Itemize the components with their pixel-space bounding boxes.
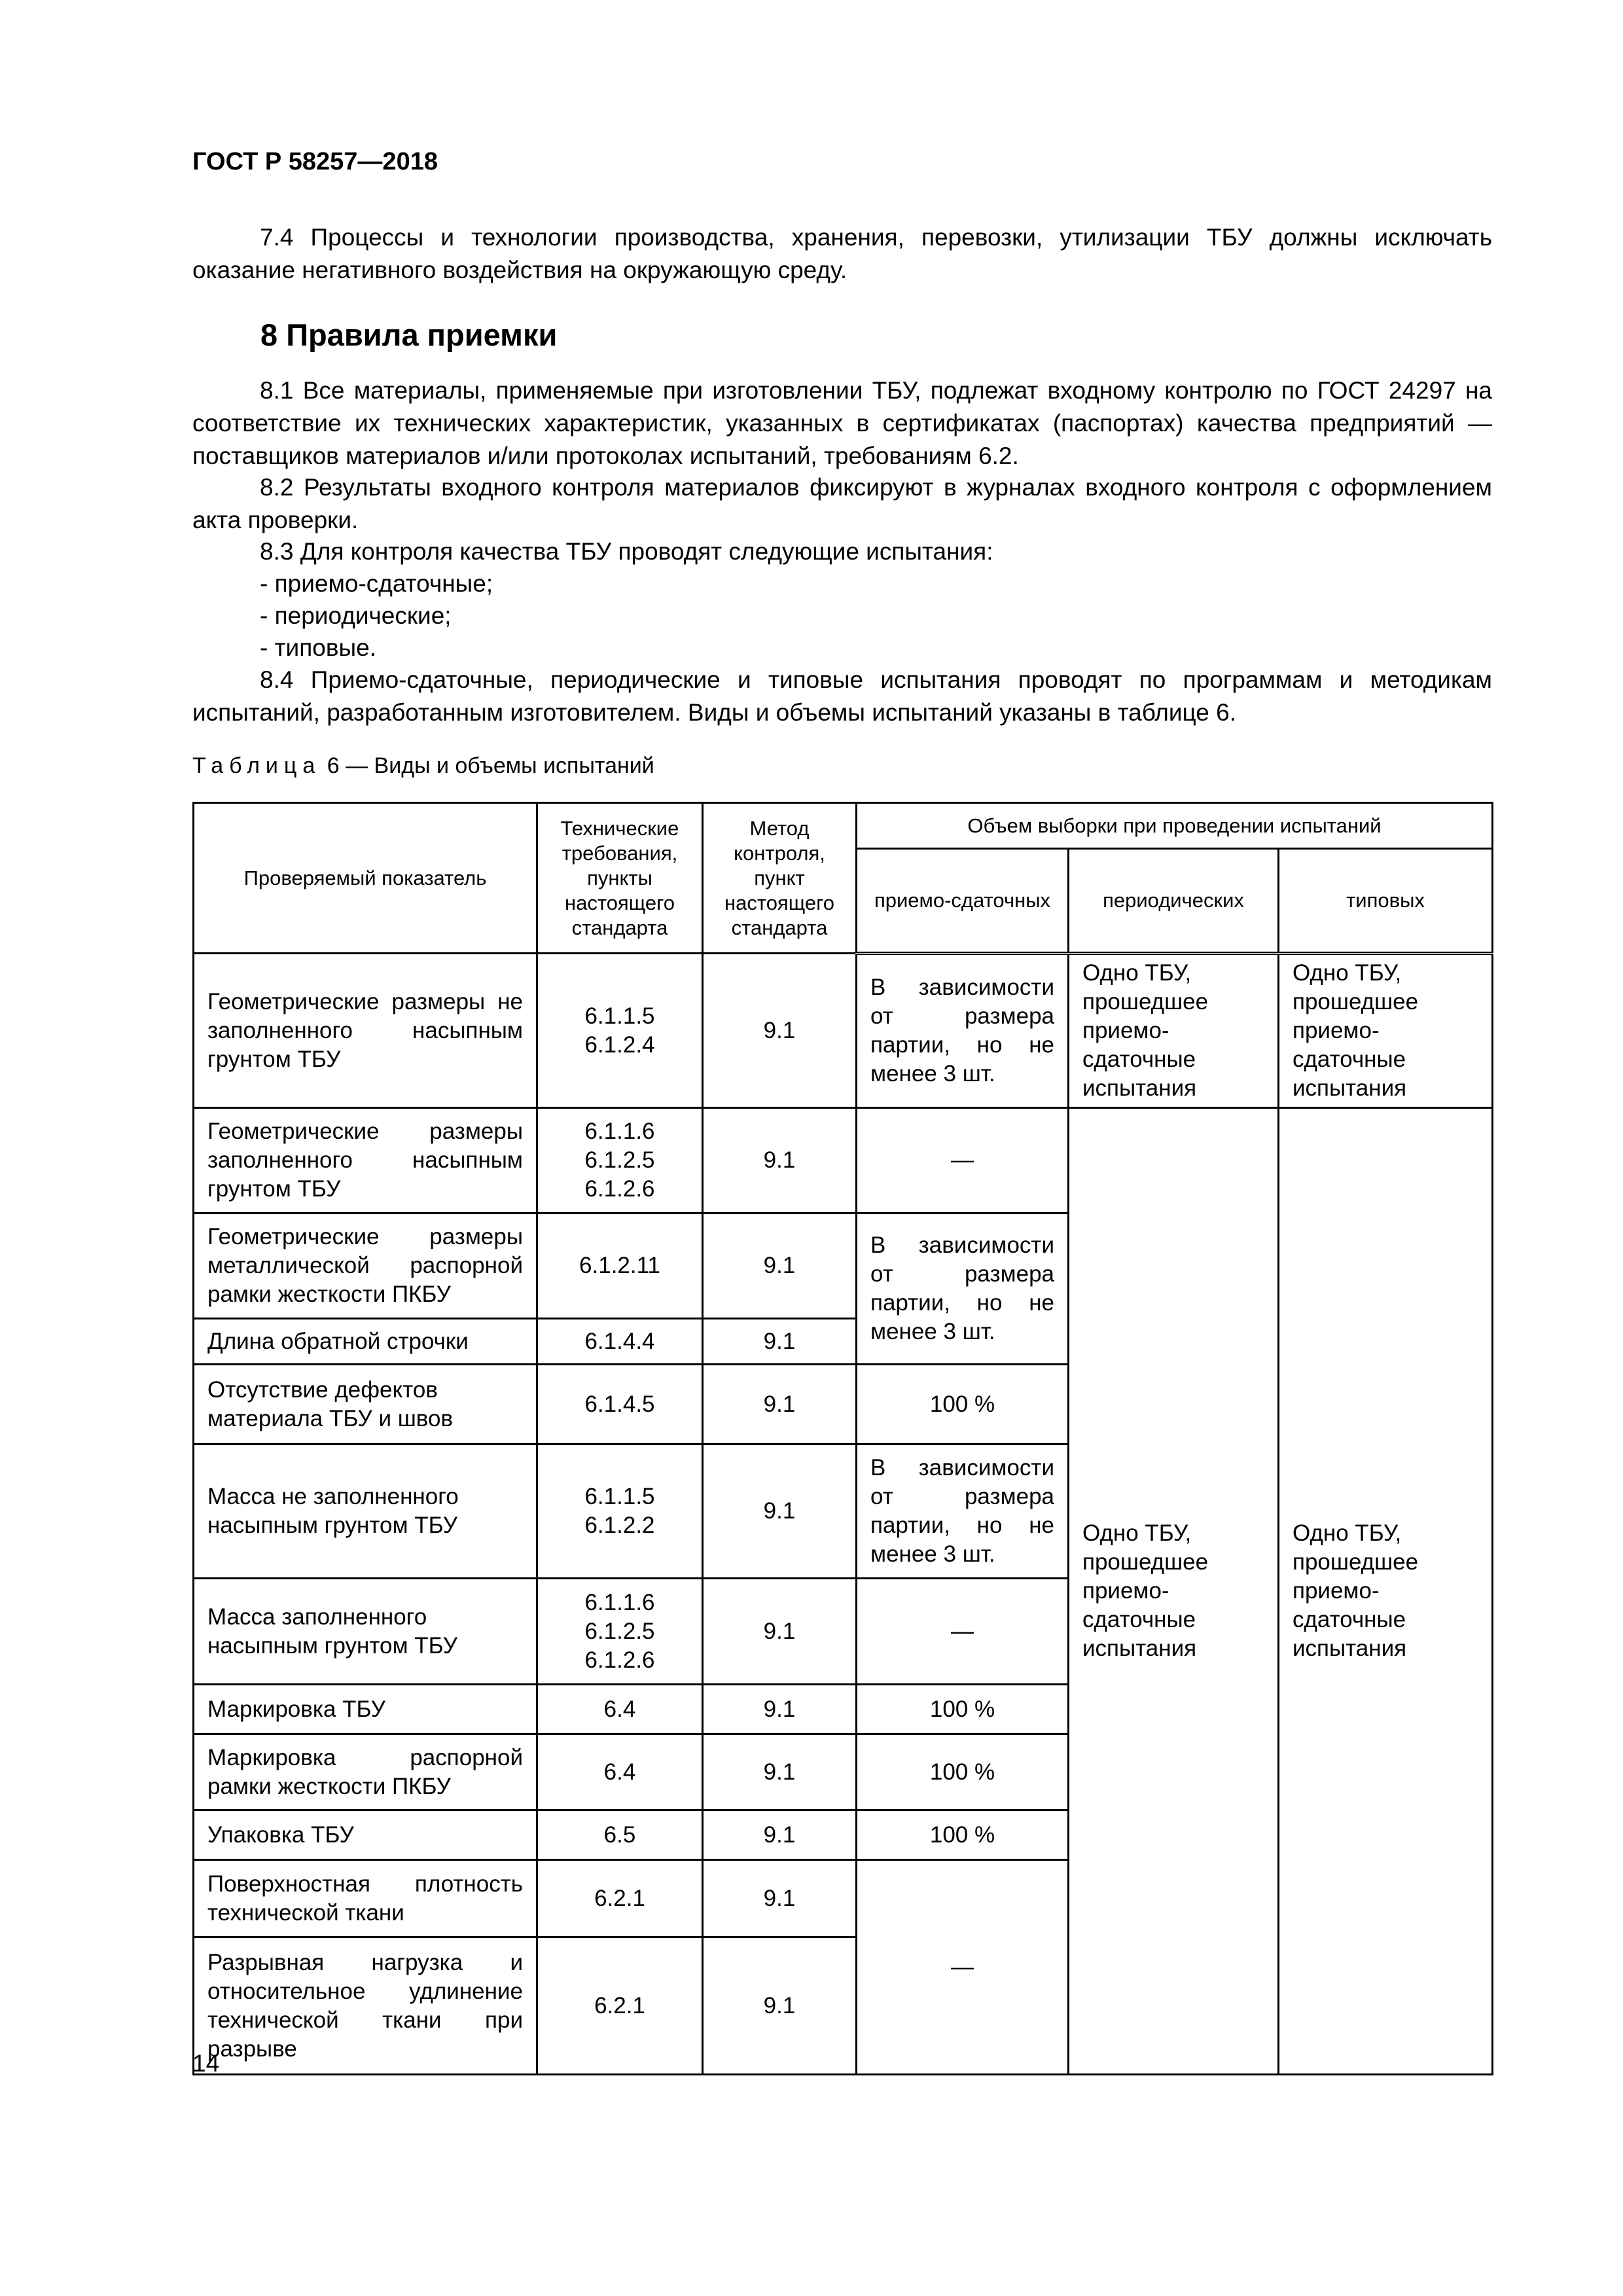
periodic-merged-cell: Одно ТБУ, прошедшее приемо-сдаточные испытания [1069,1108,1279,2075]
list-item: - типовые. [260,634,376,661]
type-merged-cell: Одно ТБУ, прошедшее приемо-сдаточные испытания [1279,1108,1493,2075]
paragraph-8-1: 8.1 Все материалы, применяемые при изготовлении ТБУ, подлежат входному контролю по ГОСТ 24297 на соответствие их технических характеристик, указанных в сертификатах (паспортах) качества предприятий — поставщиков материалов и/или протоколах испытаний, требованиям 6.2. [192,377,1492,469]
list-item: - приемо-сдаточные; [260,570,493,597]
indicator-cell: Масса не заполненного насыпным грунтом ТБУ [194,1444,537,1579]
indicator-cell: Разрывная нагрузка и относительное удлинение технической ткани при разрыве [194,1937,537,2075]
acceptance-merged-cell: — [857,1860,1069,2075]
tech-req-cell: 6.1.1.6 6.1.2.5 6.1.2.6 [537,1108,703,1213]
tech-req-cell: 6.1.4.4 [537,1319,703,1365]
header-acceptance: приемо-сдаточных [857,849,1069,954]
header-method: Метод контроля, пункт настоящего стандарта [703,803,857,954]
tech-req-cell: 6.4 [537,1734,703,1810]
paragraph-8-4: 8.4 Приемо-сдаточные, периодические и типовые испытания проводят по программам и методикам испытаний, разработанным изготовителем. Виды и объемы испытаний указаны в таблице 6. [192,666,1492,726]
header-sample-volume: Объем выборки при проведении испытаний [857,803,1493,849]
document-header: ГОСТ Р 58257—2018 [192,148,438,175]
acceptance-cell: 100 % [857,1685,1069,1734]
indicator-cell: Упаковка ТБУ [194,1810,537,1860]
method-cell: 9.1 [703,1579,857,1685]
header-type: типовых [1279,849,1493,954]
tech-req-cell: 6.2.1 [537,1937,703,2075]
method-cell: 9.1 [703,1685,857,1734]
method-cell: 9.1 [703,1444,857,1579]
acceptance-cell: — [857,1108,1069,1213]
method-cell: 9.1 [703,1937,857,2075]
acceptance-cell: — [857,1579,1069,1685]
tech-req-cell: 6.1.1.5 6.1.2.4 [537,954,703,1108]
tech-req-cell: 6.4 [537,1685,703,1734]
table-caption [192,753,654,779]
table-caption-text: 6 — Виды и объемы испытаний [321,753,654,778]
table-row [194,1108,1493,1213]
indicator-cell: Масса заполненного насыпным грунтом ТБУ [194,1579,537,1685]
paragraph-7-4: 7.4 Процессы и технологии производства, хранения, перевозки, утилизации ТБУ должны исключать оказание негативного воздействия на окружающую среду. [192,224,1492,283]
method-cell: 9.1 [703,1860,857,1937]
indicator-cell: Геометрические размеры заполненного насыпным грунтом ТБУ [194,1108,537,1213]
periodic-cell: Одно ТБУ, прошедшее приемо-сдаточные испытания [1069,954,1279,1108]
table-caption-word: Таблица [192,753,321,778]
indicator-cell: Геометрические размеры не заполненного насыпным грунтом ТБУ [194,954,537,1108]
header-periodic: периодических [1069,849,1279,954]
tech-req-cell: 6.1.2.11 [537,1213,703,1319]
page-number: 14 [192,2050,220,2077]
tech-req-cell: 6.1.4.5 [537,1365,703,1444]
indicator-cell: Маркировка ТБУ [194,1685,537,1734]
paragraph-8-3: 8.3 Для контроля качества ТБУ проводят следующие испытания: [260,538,993,565]
acceptance-merged-cell: В зависимости от размера партии, но не менее 3 шт. [857,1213,1069,1365]
acceptance-cell: 100 % [857,1734,1069,1810]
acceptance-cell: 100 % [857,1810,1069,1860]
method-cell: 9.1 [703,1365,857,1444]
acceptance-cell: В зависимости от размера партии, но не менее 3 шт. [857,1444,1069,1579]
acceptance-cell: В зависимости от размера партии, но не менее 3 шт. [857,954,1069,1108]
method-cell: 9.1 [703,1108,857,1213]
method-cell: 9.1 [703,1319,857,1365]
indicator-cell: Отсутствие дефектов материала ТБУ и швов [194,1365,537,1444]
tech-req-cell: 6.5 [537,1810,703,1860]
tech-req-cell: 6.2.1 [537,1860,703,1937]
list-item: - периодические; [260,602,452,629]
method-cell: 9.1 [703,1734,857,1810]
method-cell: 9.1 [703,1810,857,1860]
type-cell: Одно ТБУ, прошедшее приемо-сдаточные испытания [1279,954,1493,1108]
tests-table [192,802,1493,2075]
section-heading: 8 Правила приемки [260,317,558,352]
header-tech-req: Технические требования, пункты настоящего стандарта [537,803,703,954]
header-indicator: Проверяемый показатель [194,803,537,954]
tech-req-cell: 6.1.1.6 6.1.2.5 6.1.2.6 [537,1579,703,1685]
acceptance-cell: 100 % [857,1365,1069,1444]
indicator-cell: Маркировка распорной рамки жесткости ПКБУ [194,1734,537,1810]
indicator-cell: Поверхностная плотность технической ткани [194,1860,537,1937]
table-row [194,954,1493,1108]
paragraph-8-2: 8.2 Результаты входного контроля материалов фиксируют в журналах входного контроля с оформлением акта проверки. [192,474,1492,533]
indicator-cell: Длина обратной строчки [194,1319,537,1365]
method-cell: 9.1 [703,1213,857,1319]
method-cell: 9.1 [703,954,857,1108]
indicator-cell: Геометрические размеры металлической распорной рамки жесткости ПКБУ [194,1213,537,1319]
tech-req-cell: 6.1.1.5 6.1.2.2 [537,1444,703,1579]
